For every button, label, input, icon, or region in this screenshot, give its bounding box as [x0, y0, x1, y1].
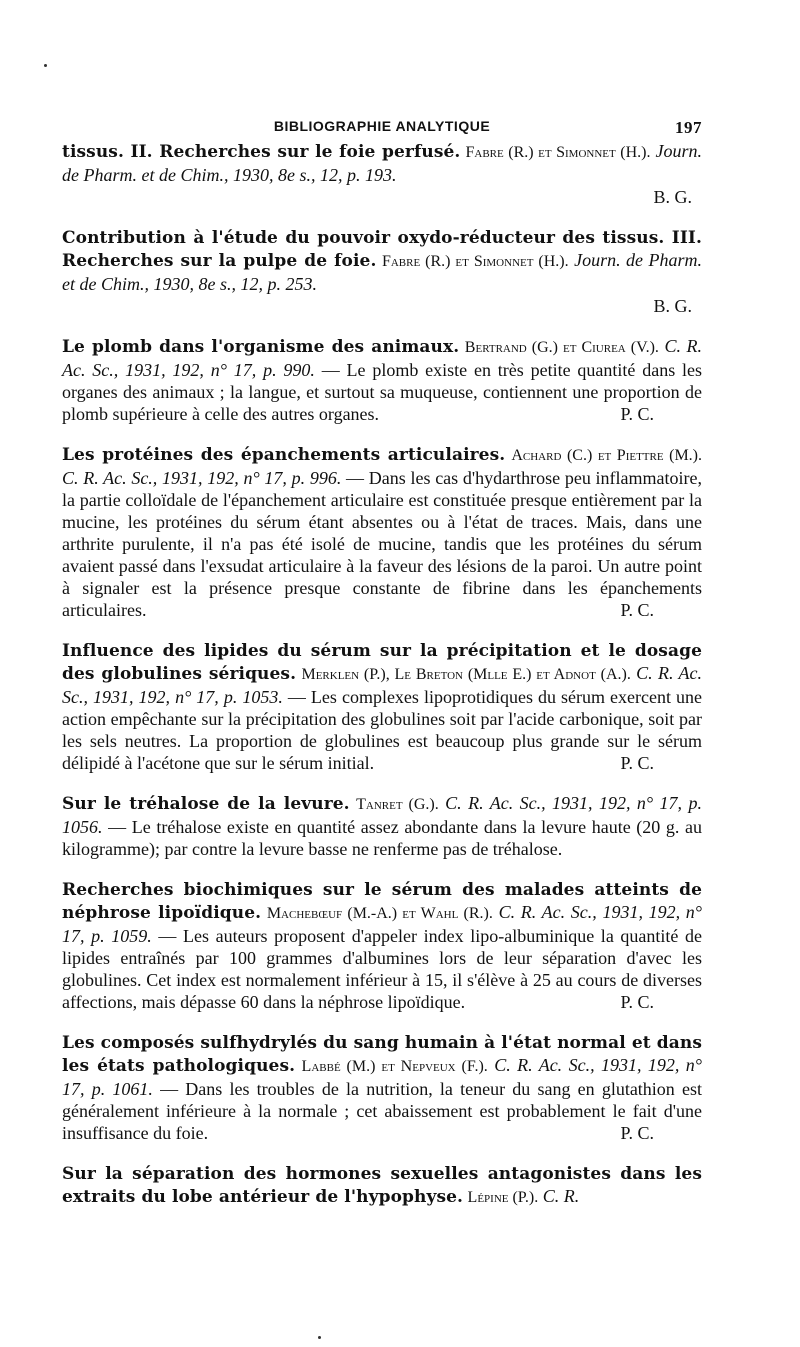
entry-authors: Bertrand (G.) et Ciurea (V.). — [464, 339, 659, 356]
page — [62, 114, 702, 1227]
entry-citation: C. R. Ac. Sc., 1931, 192, n° 17, p. 1059. — [62, 902, 703, 946]
entry-abstract: — Les complexes lipoprotidiques du sérum exercent une action empêchante sur la précipitation des globulines soit par l'acide carbonique, soit par les sels neutres. La proportion de globulines est beaucoup plus grande sur le sérum délipidé à l'acétone que sur le sérum initial. — [62, 687, 703, 773]
entry-title: Sur la séparation des hormones sexuelles antagonistes dans les extraits du lobe antérieur de l'hypophyse. — [62, 1164, 702, 1207]
speck-bottom — [318, 1336, 321, 1339]
entry-signature: B. G. — [653, 187, 692, 207]
entry-signature: P. C. — [620, 600, 654, 620]
entry-authors: Fabre (R.) et Simonnet (H.). — [381, 253, 569, 270]
running-header — [62, 114, 702, 140]
entry-authors: Merklen (P.), Le Breton (Mlle E.) et Adnot (A.). — [301, 666, 631, 683]
entry-citation: C. R. Ac. Sc., 1931, 192, n° 17, p. 996. — [62, 468, 342, 488]
bibliography-entry — [62, 639, 702, 774]
entry-title: Le plomb dans l'organisme des animaux. — [62, 337, 460, 357]
entry-authors: Achard (C.) et Piettre (M.). — [511, 447, 702, 464]
entry-title: Recherches biochimiques sur le sérum des malades atteints de néphrose lipoïdique. — [62, 880, 702, 923]
bibliography-entry — [62, 1162, 702, 1209]
entry-citation: C. R. Ac. Sc., 1931, 192, n° 17, p. 1053. — [62, 663, 702, 707]
entry-signature: P. C. — [620, 992, 654, 1012]
entry-title: Les composés sulfhydrylés du sang humain à l'état normal et dans les états pathologiques. — [62, 1033, 702, 1076]
entry-signature: P. C. — [620, 753, 654, 773]
speck-top — [44, 64, 47, 67]
bibliography-list — [62, 140, 702, 1209]
entry-abstract: — Dans les cas d'hydarthrose peu inflammatoire, la partie colloïdale de l'épanchement articulaire est constituée presque entièrement par la mucine, les protéines du sérum étant absentes ou à l'état de traces. Mais, dans une arthrite purulente, il n'a pas été isolé de mucine, tandis que les protéines du sérum avaient passé dans l'exsudat articulaire à la faveur des lésions de la paroi. Un autre point à signaler est la présence presque constante de fibrine dans les épanchements articulaires. — [62, 468, 702, 620]
entry-authors: Labbé (M.) et Nepveux (F.). — [301, 1058, 488, 1075]
entry-abstract: — Dans les troubles de la nutrition, la teneur du sang en glutathion est généralement inférieure à la normale ; cet abaissement est probablement le fait d'une insuffisance du foie. — [62, 1079, 702, 1143]
entry-title: Sur le tréhalose de la levure. — [62, 794, 350, 814]
entry-citation: C. R. Ac. Sc., 1931, 192, n° 17, p. 990. — [62, 336, 702, 380]
bibliography-entry — [62, 792, 702, 860]
entry-title: Contribution à l'étude du pouvoir oxydo-réducteur des tissus. III. Recherches sur la pulpe de foie. — [62, 228, 702, 271]
bibliography-entry — [62, 140, 702, 208]
entry-citation: C. R. Ac. Sc., 1931, 192, n° 17, p. 1056. — [62, 793, 702, 837]
entry-signature: B. G. — [653, 296, 692, 316]
entry-authors: Machebœuf (M.-A.) et Wahl (R.). — [266, 905, 493, 922]
entry-authors: Fabre (R.) et Simonnet (H.). — [465, 144, 651, 161]
bibliography-entry — [62, 878, 702, 1013]
bibliography-entry — [62, 443, 702, 621]
running-title: BIBLIOGRAPHIE ANALYTIQUE — [273, 118, 491, 134]
bibliography-entry — [62, 226, 702, 317]
entry-abstract: — Les auteurs proposent d'appeler index lipo-albuminique la quantité de lipides entraînés par 100 grammes d'albumines lors de leur séparation d'avec les globulines. Cet index est normalement inférieur à 15, il s'élève à 25 au cours de diverses affections, mais dépasse 60 dans la néphrose lipoïdique. — [62, 926, 703, 1012]
entry-title: tissus. II. Recherches sur le foie perfusé. — [62, 142, 461, 162]
entry-citation: Journ. de Pharm. et de Chim., 1930, 8e s., 12, p. 193. — [62, 141, 703, 185]
entry-signature: P. C. — [620, 404, 654, 424]
entry-citation: Journ. de Pharm. et de Chim., 1930, 8e s., 12, p. 253. — [62, 250, 703, 294]
entry-signature: P. C. — [620, 1123, 654, 1143]
entry-abstract: — Le tréhalose existe en quantité assez abondante dans la levure haute (20 g. au kilogramme); par contre la levure basse ne renferme pas de tréhalose. — [62, 817, 703, 859]
entry-abstract: — Le plomb existe en très petite quantité dans les organes des animaux ; la langue, et surtout sa muqueuse, contiennent une proportion de plomb supérieure à celle des autres organes. — [62, 360, 703, 424]
bibliography-entry — [62, 1031, 702, 1144]
entry-citation: C. R. — [542, 1186, 580, 1206]
entry-title: Influence des lipides du sérum sur la précipitation et le dosage des globulines sériques. — [62, 641, 702, 684]
entry-title: Les protéines des épanchements articulaires. — [62, 445, 506, 465]
page-number: 197 — [675, 118, 702, 137]
entry-authors: Lépine (P.). — [467, 1189, 539, 1206]
entry-citation: C. R. Ac. Sc., 1931, 192, n° 17, p. 1061. — [62, 1055, 702, 1099]
bibliography-entry — [62, 335, 702, 425]
entry-authors: Tanret (G.). — [356, 796, 439, 813]
